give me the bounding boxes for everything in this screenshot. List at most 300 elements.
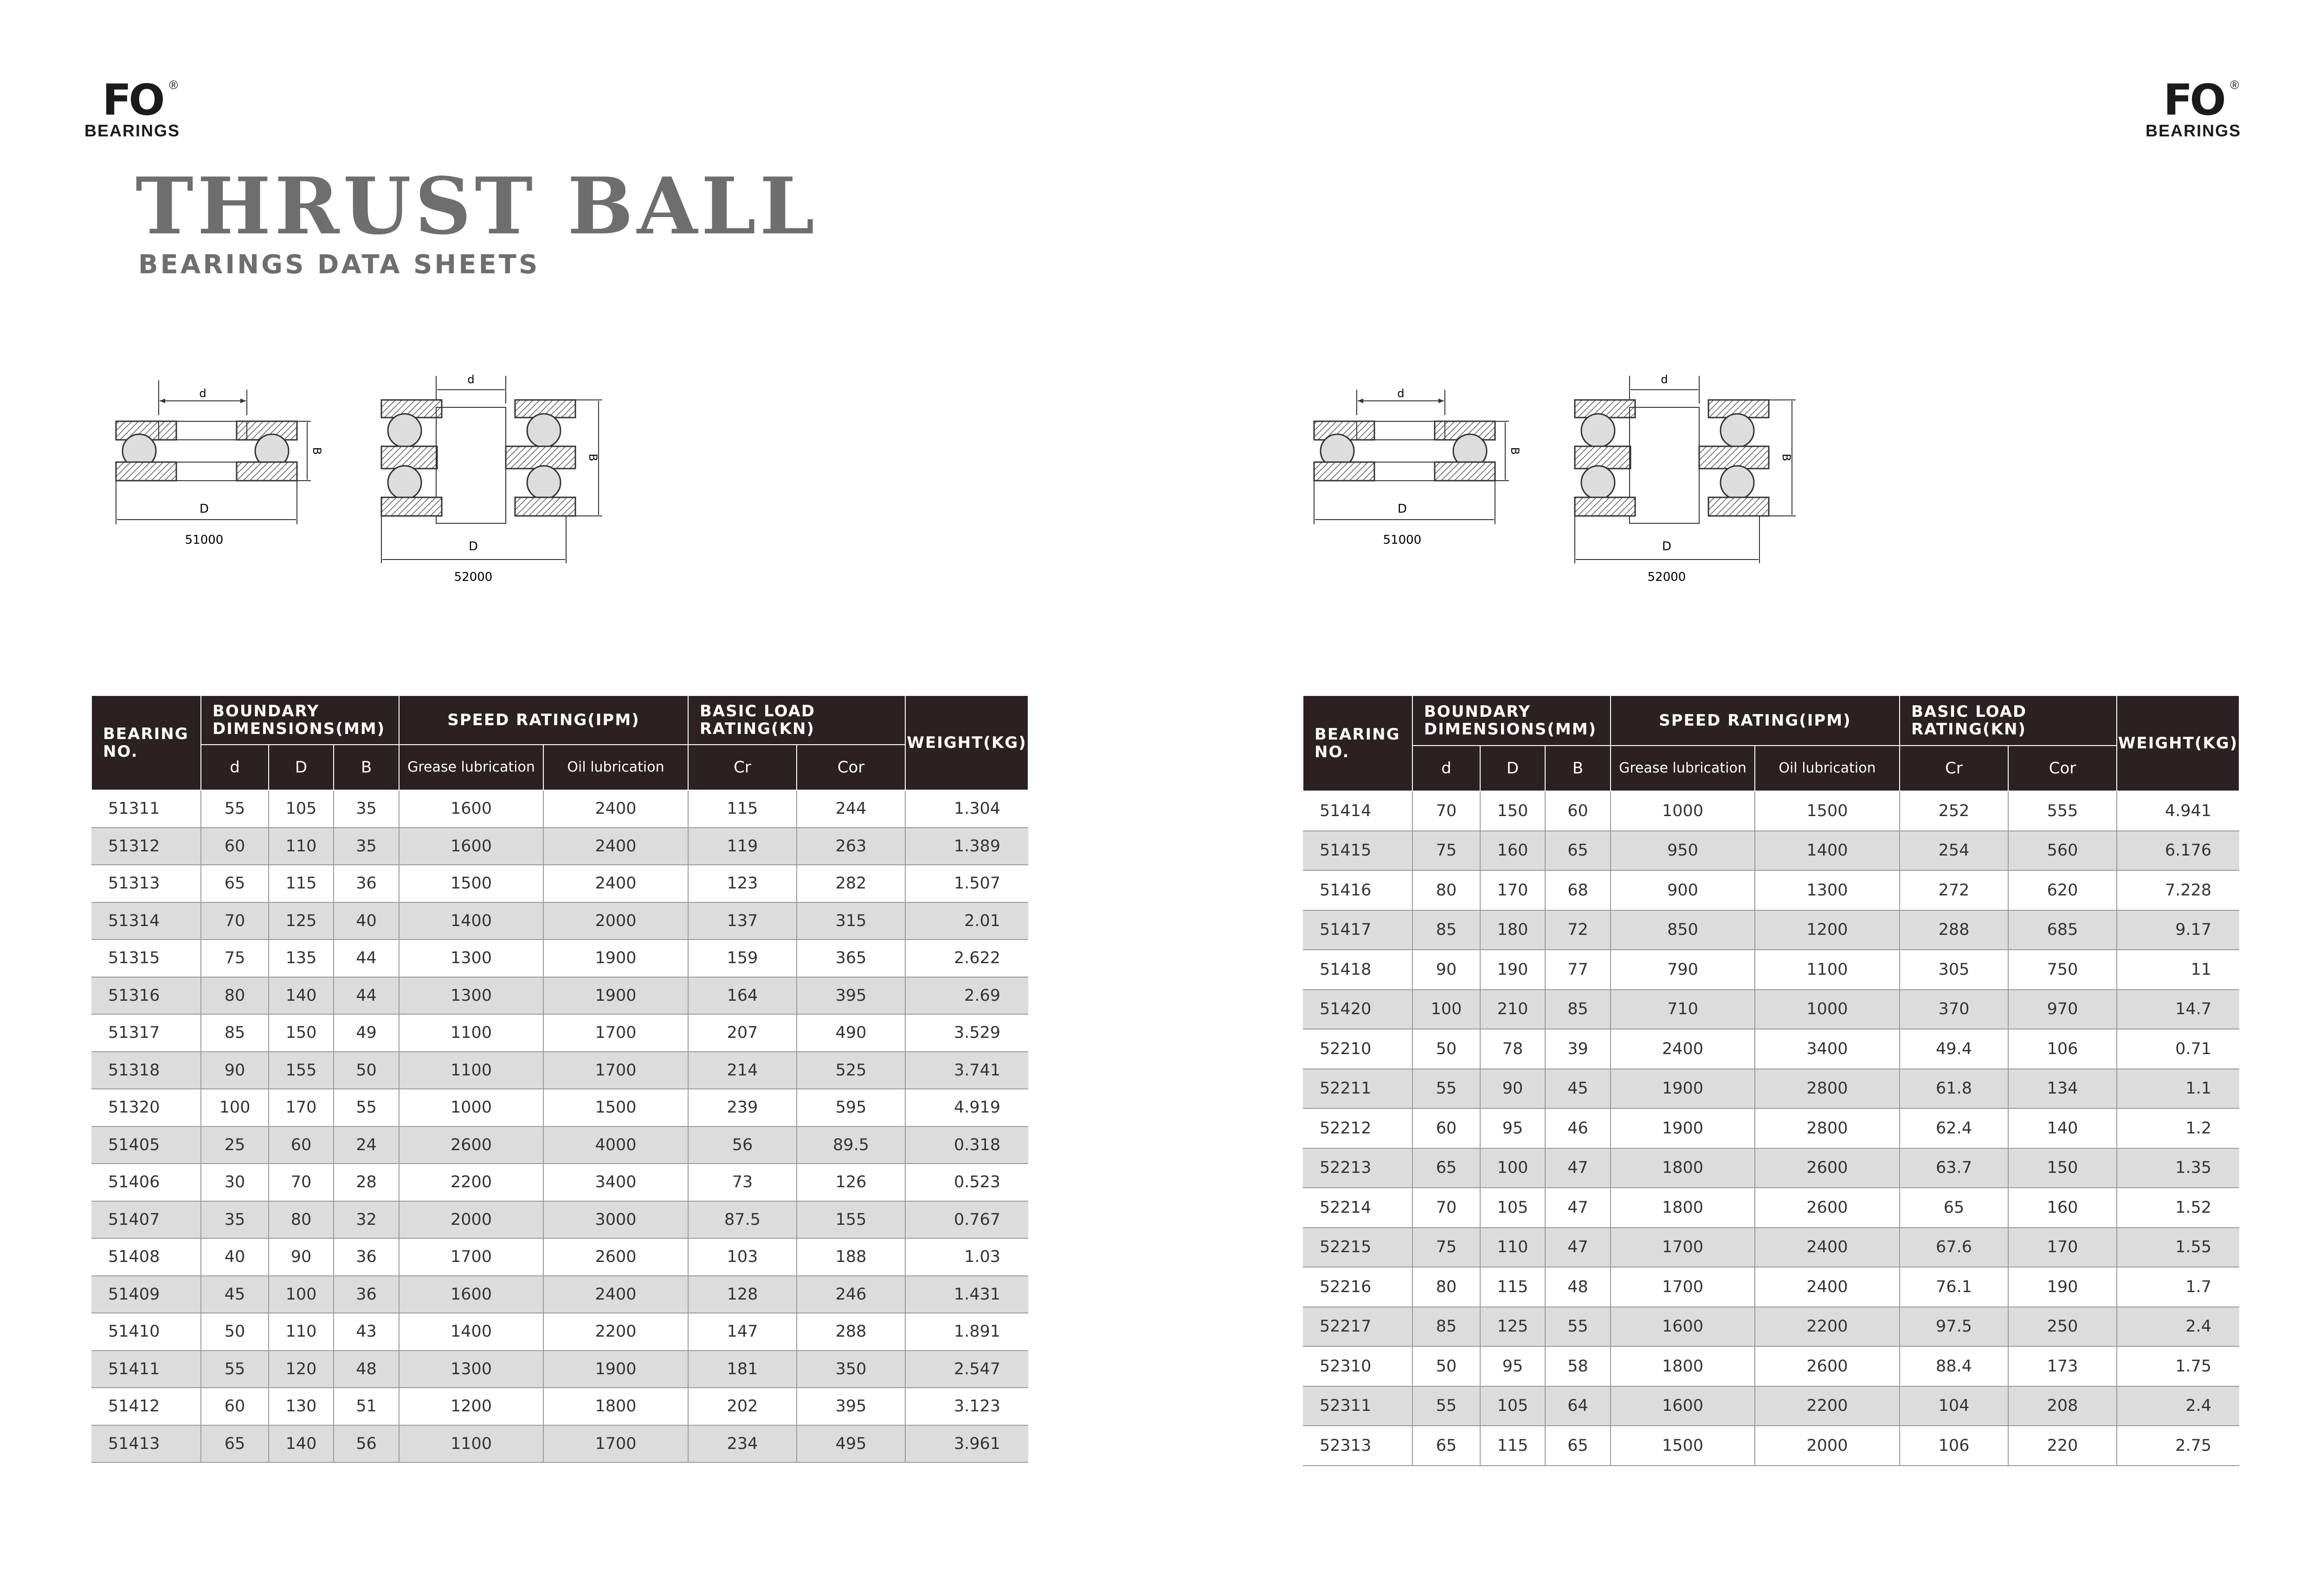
- single-diagram-label: 51000: [1383, 533, 1422, 547]
- table-row: [1303, 831, 2239, 871]
- table-cell: 207: [688, 1014, 797, 1052]
- table-cell: 1.75: [2117, 1346, 2239, 1386]
- table-cell: 55: [1412, 1386, 1480, 1426]
- table-cell: 1.431: [905, 1276, 1028, 1313]
- table-cell: 2000: [1755, 1426, 1900, 1466]
- table-cell: 1000: [1755, 990, 1900, 1030]
- table-cell: 1200: [399, 1388, 543, 1425]
- table-cell: 155: [269, 1052, 334, 1089]
- table-cell: 1.389: [905, 828, 1028, 865]
- table-cell: 52310: [1303, 1346, 1412, 1386]
- table-cell: 55: [201, 1351, 269, 1388]
- table-cell: 48: [334, 1351, 399, 1388]
- header-load: BASIC LOAD RATING(KN): [1900, 695, 2117, 746]
- header-B: B: [1545, 746, 1611, 791]
- table-cell: 0.523: [905, 1164, 1028, 1201]
- table-cell: 106: [2008, 1029, 2117, 1069]
- table-row: [91, 1425, 1028, 1463]
- table-cell: 190: [2008, 1267, 2117, 1307]
- table-cell: 135: [269, 940, 334, 977]
- header-speed: SPEED RATING(IPM): [1611, 695, 1900, 746]
- table-cell: 51413: [91, 1425, 201, 1463]
- table-cell: 2800: [1755, 1108, 1900, 1148]
- table-cell: 2400: [543, 790, 688, 828]
- header-bearing-no: BEARING NO.: [1303, 695, 1412, 791]
- table-cell: 170: [1480, 870, 1545, 910]
- table-row: [1303, 1426, 2239, 1466]
- table-cell: 126: [797, 1164, 905, 1201]
- table-cell: 1500: [1755, 791, 1900, 831]
- table-cell: 9.17: [2117, 910, 2239, 950]
- table-cell: 87.5: [688, 1201, 797, 1239]
- table-row: [91, 1238, 1028, 1276]
- header-D: D: [1480, 746, 1545, 791]
- table-cell: 850: [1611, 910, 1755, 950]
- table-cell: 60: [269, 1126, 334, 1164]
- single-direction-bearing-diagram: [107, 380, 323, 557]
- table-cell: 263: [797, 828, 905, 865]
- table-cell: 3000: [543, 1201, 688, 1239]
- single-direction-bearing-diagram: [1305, 380, 1521, 557]
- table-cell: 78: [1480, 1029, 1545, 1069]
- table-cell: 7.228: [2117, 870, 2239, 910]
- single-d-label: d: [1397, 387, 1405, 400]
- table-cell: 60: [1545, 791, 1611, 831]
- table-cell: 115: [1480, 1426, 1545, 1466]
- table-cell: 160: [2008, 1188, 2117, 1228]
- table-body-left: [91, 790, 1028, 1462]
- single-D-label: D: [199, 502, 209, 516]
- table-cell: 254: [1900, 831, 2008, 871]
- table-row: [91, 1014, 1028, 1052]
- table-cell: 105: [1480, 1386, 1545, 1426]
- table-row: [91, 790, 1028, 828]
- table-cell: 1600: [1611, 1386, 1755, 1426]
- table-cell: 2600: [1755, 1188, 1900, 1228]
- table-row: [91, 1201, 1028, 1239]
- table-cell: 51315: [91, 940, 201, 977]
- table-cell: 120: [269, 1351, 334, 1388]
- table-cell: 2.69: [905, 977, 1028, 1015]
- table-cell: 55: [201, 790, 269, 828]
- double-diagram-label: 52000: [454, 570, 493, 584]
- brand-logo: [2133, 75, 2254, 140]
- table-cell: 51409: [91, 1276, 201, 1313]
- table-cell: 52217: [1303, 1307, 1412, 1347]
- registered-mark: ®: [169, 78, 178, 92]
- table-cell: 52214: [1303, 1188, 1412, 1228]
- table-cell: 4000: [543, 1126, 688, 1164]
- table-cell: 900: [1611, 870, 1755, 910]
- table-cell: 2.622: [905, 940, 1028, 977]
- table-cell: 1300: [1755, 870, 1900, 910]
- header-B: B: [334, 745, 399, 790]
- table-cell: 140: [269, 1425, 334, 1463]
- table-row: [1303, 870, 2239, 910]
- table-cell: 1700: [1611, 1267, 1755, 1307]
- table-cell: 1100: [399, 1052, 543, 1089]
- header-cr: Cr: [688, 745, 797, 790]
- table-cell: 25: [201, 1126, 269, 1164]
- table-row: [91, 828, 1028, 865]
- table-cell: 52215: [1303, 1228, 1412, 1268]
- table-cell: 1200: [1755, 910, 1900, 950]
- table-cell: 52210: [1303, 1029, 1412, 1069]
- table-cell: 128: [688, 1276, 797, 1313]
- table-cell: 51318: [91, 1052, 201, 1089]
- table-cell: 2200: [1755, 1307, 1900, 1347]
- double-D-label: D: [1662, 540, 1672, 553]
- table-cell: 555: [2008, 791, 2117, 831]
- header-oil: Oil lubrication: [543, 745, 688, 790]
- table-cell: 77: [1545, 950, 1611, 990]
- table-cell: 1800: [1611, 1148, 1755, 1188]
- table-cell: 395: [797, 977, 905, 1015]
- table-cell: 110: [269, 828, 334, 865]
- table-cell: 180: [1480, 910, 1545, 950]
- table-cell: 35: [334, 828, 399, 865]
- spec-table-right: [1302, 695, 2240, 1466]
- table-cell: 1000: [1611, 791, 1755, 831]
- header-weight: WEIGHT(KG): [905, 695, 1028, 790]
- table-cell: 95: [1480, 1346, 1545, 1386]
- table-cell: 370: [1900, 990, 2008, 1030]
- table-cell: 305: [1900, 950, 2008, 990]
- table-cell: 202: [688, 1388, 797, 1425]
- table-cell: 73: [688, 1164, 797, 1201]
- table-cell: 65: [1900, 1188, 2008, 1228]
- table-cell: 100: [1412, 990, 1480, 1030]
- table-cell: 1500: [543, 1089, 688, 1126]
- table-cell: 80: [1412, 870, 1480, 910]
- table-cell: 3.741: [905, 1052, 1028, 1089]
- table-cell: 89.5: [797, 1126, 905, 1164]
- table-cell: 1300: [399, 1351, 543, 1388]
- table-cell: 70: [1412, 1188, 1480, 1228]
- table-cell: 3.961: [905, 1425, 1028, 1463]
- header-cor: Cor: [797, 745, 905, 790]
- table-cell: 46: [1545, 1108, 1611, 1148]
- table-row: [91, 977, 1028, 1015]
- table-row: [1303, 1029, 2239, 1069]
- table-cell: 525: [797, 1052, 905, 1089]
- table-cell: 2400: [543, 828, 688, 865]
- table-cell: 50: [334, 1052, 399, 1089]
- table-cell: 51316: [91, 977, 201, 1015]
- table-cell: 1.03: [905, 1238, 1028, 1276]
- table-cell: 65: [1545, 831, 1611, 871]
- table-cell: 11: [2117, 950, 2239, 990]
- header-grease: Grease lubrication: [399, 745, 543, 790]
- table-cell: 51406: [91, 1164, 201, 1201]
- table-cell: 51416: [1303, 870, 1412, 910]
- table-row: [91, 1313, 1028, 1351]
- table-cell: 2400: [543, 1276, 688, 1313]
- table-cell: 685: [2008, 910, 2117, 950]
- logo-mark: FO: [102, 75, 162, 125]
- header-boundary: BOUNDARY DIMENSIONS(MM): [201, 695, 399, 745]
- header-cor: Cor: [2008, 746, 2117, 791]
- table-cell: 51410: [91, 1313, 201, 1351]
- table-cell: 140: [269, 977, 334, 1015]
- table-row: [91, 940, 1028, 977]
- table-cell: 150: [1480, 791, 1545, 831]
- table-cell: 40: [334, 902, 399, 940]
- table-cell: 2400: [1611, 1029, 1755, 1069]
- table-row: [1303, 1188, 2239, 1228]
- table-cell: 85: [1412, 910, 1480, 950]
- page-subtitle: BEARINGS DATA SHEETS: [138, 250, 540, 280]
- header-speed: SPEED RATING(IPM): [399, 695, 688, 745]
- table-cell: 181: [688, 1351, 797, 1388]
- single-B-label: B: [310, 447, 323, 455]
- table-cell: 1500: [399, 865, 543, 902]
- table-cell: 365: [797, 940, 905, 977]
- table-cell: 1600: [399, 1276, 543, 1313]
- table-cell: 220: [2008, 1426, 2117, 1466]
- table-row: [1303, 910, 2239, 950]
- table-cell: 1700: [543, 1425, 688, 1463]
- table-cell: 76.1: [1900, 1267, 2008, 1307]
- header-bearing-no: BEARING NO.: [91, 695, 201, 790]
- table-cell: 214: [688, 1052, 797, 1089]
- table-cell: 0.767: [905, 1201, 1028, 1239]
- table-cell: 115: [688, 790, 797, 828]
- table-cell: 100: [269, 1276, 334, 1313]
- table-cell: 208: [2008, 1386, 2117, 1426]
- table-cell: 1900: [1611, 1108, 1755, 1148]
- table-cell: 1800: [543, 1388, 688, 1425]
- table-cell: 246: [797, 1276, 905, 1313]
- table-cell: 970: [2008, 990, 2117, 1030]
- table-cell: 52313: [1303, 1426, 1412, 1466]
- table-row: [1303, 1148, 2239, 1188]
- table-row: [91, 1089, 1028, 1126]
- single-B-label: B: [1508, 447, 1521, 455]
- header-grease: Grease lubrication: [1611, 746, 1755, 791]
- table-cell: 130: [269, 1388, 334, 1425]
- table-cell: 51317: [91, 1014, 201, 1052]
- header-cr: Cr: [1900, 746, 2008, 791]
- table-cell: 350: [797, 1351, 905, 1388]
- table-cell: 52212: [1303, 1108, 1412, 1148]
- table-cell: 125: [269, 902, 334, 940]
- table-cell: 282: [797, 865, 905, 902]
- table-cell: 115: [269, 865, 334, 902]
- table-cell: 51312: [91, 828, 201, 865]
- logo-brand: BEARINGS: [2145, 121, 2242, 140]
- logo-mark: FO: [2163, 75, 2223, 125]
- table-cell: 1700: [543, 1052, 688, 1089]
- table-row: [1303, 1267, 2239, 1307]
- table-cell: 60: [1412, 1108, 1480, 1148]
- table-row: [91, 902, 1028, 940]
- table-cell: 88.4: [1900, 1346, 2008, 1386]
- table-cell: 244: [797, 790, 905, 828]
- table-row: [1303, 950, 2239, 990]
- table-cell: 2400: [543, 865, 688, 902]
- registered-mark: ®: [2230, 78, 2239, 92]
- table-cell: 288: [797, 1313, 905, 1351]
- table-cell: 1600: [399, 790, 543, 828]
- table-cell: 65: [1545, 1426, 1611, 1466]
- double-direction-bearing-diagram: [1569, 367, 1811, 589]
- logo-brand: BEARINGS: [84, 121, 180, 140]
- table-row: [91, 1164, 1028, 1201]
- table-cell: 97.5: [1900, 1307, 2008, 1347]
- table-cell: 40: [201, 1238, 269, 1276]
- table-row: [1303, 1069, 2239, 1109]
- table-cell: 1900: [543, 940, 688, 977]
- table-cell: 55: [1545, 1307, 1611, 1347]
- table-cell: 2200: [1755, 1386, 1900, 1426]
- table-cell: 1100: [1755, 950, 1900, 990]
- table-cell: 90: [269, 1238, 334, 1276]
- table-cell: 51407: [91, 1201, 201, 1239]
- table-cell: 2600: [1755, 1148, 1900, 1188]
- table-cell: 1.35: [2117, 1148, 2239, 1188]
- table-cell: 49.4: [1900, 1029, 2008, 1069]
- table-cell: 0.318: [905, 1126, 1028, 1164]
- table-cell: 0.71: [2117, 1029, 2239, 1069]
- table-cell: 50: [201, 1313, 269, 1351]
- table-cell: 72: [1545, 910, 1611, 950]
- double-d-label: d: [1661, 373, 1668, 386]
- table-cell: 1.507: [905, 865, 1028, 902]
- table-cell: 68: [1545, 870, 1611, 910]
- table-cell: 1700: [399, 1238, 543, 1276]
- table-cell: 55: [334, 1089, 399, 1126]
- table-cell: 58: [1545, 1346, 1611, 1386]
- table-cell: 45: [201, 1276, 269, 1313]
- header-d: d: [1412, 746, 1480, 791]
- table-cell: 125: [1480, 1307, 1545, 1347]
- table-cell: 110: [1480, 1228, 1545, 1268]
- table-cell: 2800: [1755, 1069, 1900, 1109]
- table-cell: 48: [1545, 1267, 1611, 1307]
- table-cell: 51405: [91, 1126, 201, 1164]
- table-cell: 95: [1480, 1108, 1545, 1148]
- table-cell: 1.304: [905, 790, 1028, 828]
- table-cell: 173: [2008, 1346, 2117, 1386]
- header-d: d: [201, 745, 269, 790]
- table-cell: 55: [1412, 1069, 1480, 1109]
- table-cell: 620: [2008, 870, 2117, 910]
- table-cell: 51417: [1303, 910, 1412, 950]
- table-cell: 2200: [543, 1313, 688, 1351]
- table-cell: 252: [1900, 791, 2008, 831]
- table-cell: 1500: [1611, 1426, 1755, 1466]
- table-body-right: [1303, 791, 2239, 1466]
- table-cell: 85: [1545, 990, 1611, 1030]
- table-cell: 51311: [91, 790, 201, 828]
- single-d-label: d: [199, 387, 206, 400]
- table-cell: 70: [201, 902, 269, 940]
- table-cell: 35: [201, 1201, 269, 1239]
- table-cell: 56: [334, 1425, 399, 1463]
- table-cell: 495: [797, 1425, 905, 1463]
- table-cell: 75: [1412, 1228, 1480, 1268]
- table-cell: 950: [1611, 831, 1755, 871]
- table-cell: 51314: [91, 902, 201, 940]
- table-cell: 2600: [543, 1238, 688, 1276]
- table-cell: 134: [2008, 1069, 2117, 1109]
- table-cell: 750: [2008, 950, 2117, 990]
- table-cell: 65: [1412, 1148, 1480, 1188]
- table-cell: 150: [269, 1014, 334, 1052]
- table-cell: 4.919: [905, 1089, 1028, 1126]
- table-cell: 710: [1611, 990, 1755, 1030]
- table-cell: 52216: [1303, 1267, 1412, 1307]
- table-cell: 3400: [543, 1164, 688, 1201]
- table-cell: 1100: [399, 1014, 543, 1052]
- table-cell: 51313: [91, 865, 201, 902]
- table-cell: 3.123: [905, 1388, 1028, 1425]
- table-cell: 28: [334, 1164, 399, 1201]
- table-cell: 159: [688, 940, 797, 977]
- single-diagram-label: 51000: [185, 533, 224, 547]
- table-cell: 62.4: [1900, 1108, 2008, 1148]
- table-cell: 1800: [1611, 1188, 1755, 1228]
- table-cell: 49: [334, 1014, 399, 1052]
- table-cell: 395: [797, 1388, 905, 1425]
- double-D-label: D: [468, 540, 478, 553]
- table-cell: 44: [334, 977, 399, 1015]
- table-cell: 36: [334, 1238, 399, 1276]
- double-B-label: B: [1780, 453, 1793, 462]
- table-cell: 35: [334, 790, 399, 828]
- table-cell: 51411: [91, 1351, 201, 1388]
- double-B-label: B: [586, 453, 599, 462]
- page-title: THRUST BALL: [135, 160, 818, 252]
- header-weight: WEIGHT(KG): [2117, 695, 2239, 791]
- table-cell: 2000: [399, 1201, 543, 1239]
- table-cell: 272: [1900, 870, 2008, 910]
- table-cell: 1700: [543, 1014, 688, 1052]
- table-cell: 170: [2008, 1228, 2117, 1268]
- table-cell: 52211: [1303, 1069, 1412, 1109]
- table-cell: 1.7: [2117, 1267, 2239, 1307]
- table-cell: 14.7: [2117, 990, 2239, 1030]
- single-D-label: D: [1397, 502, 1407, 516]
- table-cell: 50: [1412, 1346, 1480, 1386]
- table-cell: 1800: [1611, 1346, 1755, 1386]
- table-cell: 1300: [399, 977, 543, 1015]
- table-row: [91, 1276, 1028, 1313]
- table-cell: 30: [201, 1164, 269, 1201]
- table-cell: 1.55: [2117, 1228, 2239, 1268]
- table-row: [1303, 1386, 2239, 1426]
- table-cell: 90: [1480, 1069, 1545, 1109]
- table-cell: 32: [334, 1201, 399, 1239]
- table-cell: 3.529: [905, 1014, 1028, 1052]
- table-cell: 105: [1480, 1188, 1545, 1228]
- double-direction-bearing-diagram: [376, 367, 617, 589]
- table-cell: 2400: [1755, 1228, 1900, 1268]
- header-oil: Oil lubrication: [1755, 746, 1900, 791]
- table-cell: 36: [334, 1276, 399, 1313]
- table-cell: 90: [201, 1052, 269, 1089]
- table-cell: 70: [1412, 791, 1480, 831]
- table-cell: 234: [688, 1425, 797, 1463]
- table-cell: 1600: [1611, 1307, 1755, 1347]
- table-cell: 1700: [1611, 1228, 1755, 1268]
- table-row: [1303, 1228, 2239, 1268]
- table-cell: 85: [1412, 1307, 1480, 1347]
- table-cell: 250: [2008, 1307, 2117, 1347]
- table-cell: 164: [688, 977, 797, 1015]
- table-cell: 80: [1412, 1267, 1480, 1307]
